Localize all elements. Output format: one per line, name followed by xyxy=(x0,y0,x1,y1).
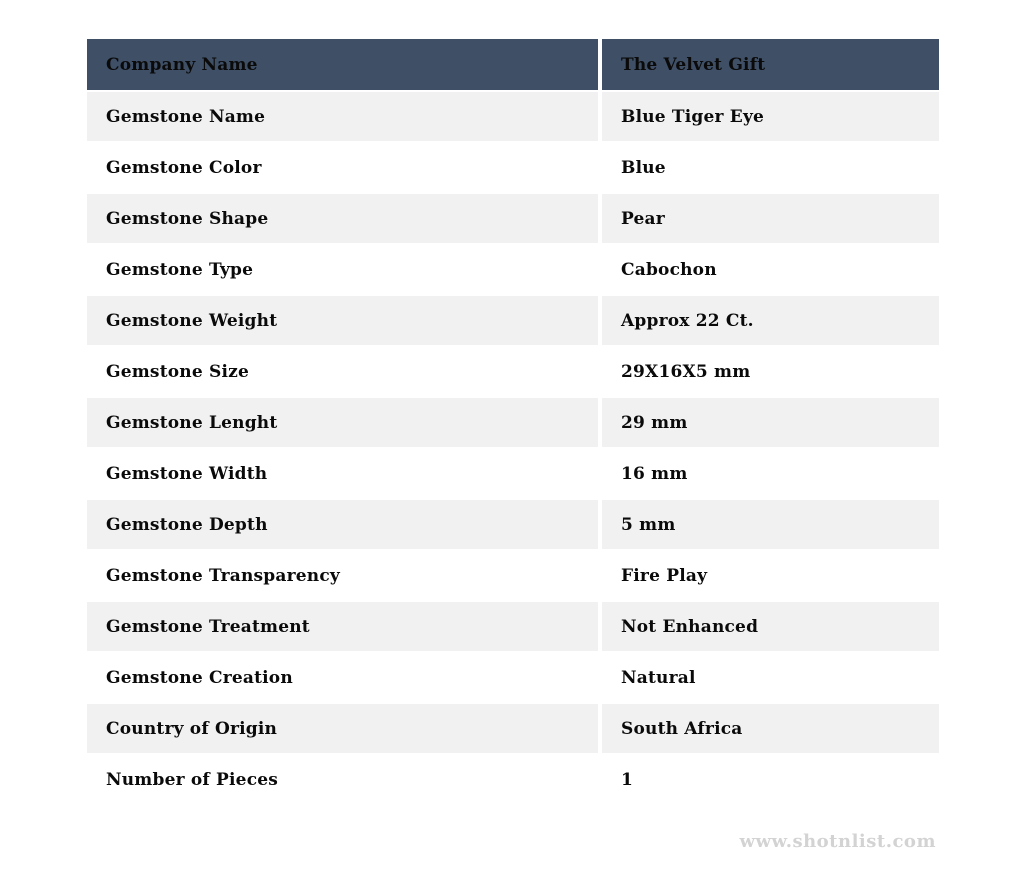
table-header-value: The Velvet Gift xyxy=(602,39,939,90)
gemstone-spec-table xyxy=(87,39,939,806)
row-label: Country of Origin xyxy=(87,704,598,753)
table-row xyxy=(87,398,939,447)
table-row xyxy=(87,755,939,804)
table-row xyxy=(87,551,939,600)
row-value: 29 mm xyxy=(602,398,939,447)
row-value: 29X16X5 mm xyxy=(602,347,939,396)
row-label: Gemstone Shape xyxy=(87,194,598,243)
row-label: Gemstone Lenght xyxy=(87,398,598,447)
row-value: 1 xyxy=(602,755,939,804)
row-label: Gemstone Treatment xyxy=(87,602,598,651)
row-value: Pear xyxy=(602,194,939,243)
table-row xyxy=(87,245,939,294)
row-label: Gemstone Width xyxy=(87,449,598,498)
row-value: Cabochon xyxy=(602,245,939,294)
row-value: Not Enhanced xyxy=(602,602,939,651)
table-header-label: Company Name xyxy=(87,39,598,90)
table-row xyxy=(87,296,939,345)
table-header-row xyxy=(87,39,939,90)
table-row xyxy=(87,602,939,651)
row-value: South Africa xyxy=(602,704,939,753)
row-value: Natural xyxy=(602,653,939,702)
row-label: Gemstone Name xyxy=(87,92,598,141)
row-value: Fire Play xyxy=(602,551,939,600)
table-row xyxy=(87,653,939,702)
table-row xyxy=(87,704,939,753)
row-label: Gemstone Depth xyxy=(87,500,598,549)
table-row xyxy=(87,347,939,396)
row-label: Gemstone Transparency xyxy=(87,551,598,600)
table-row xyxy=(87,449,939,498)
row-label: Gemstone Type xyxy=(87,245,598,294)
table-row xyxy=(87,194,939,243)
row-value: Blue Tiger Eye xyxy=(602,92,939,141)
row-label: Gemstone Creation xyxy=(87,653,598,702)
row-label: Gemstone Weight xyxy=(87,296,598,345)
row-value: Approx 22 Ct. xyxy=(602,296,939,345)
row-label: Gemstone Color xyxy=(87,143,598,192)
row-value: 5 mm xyxy=(602,500,939,549)
spec-table-body xyxy=(87,92,939,806)
table-row xyxy=(87,143,939,192)
table-row xyxy=(87,500,939,549)
table-row xyxy=(87,92,939,141)
row-value: 16 mm xyxy=(602,449,939,498)
watermark-text: www.shotnlist.com xyxy=(739,831,936,852)
row-label: Gemstone Size xyxy=(87,347,598,396)
row-label: Number of Pieces xyxy=(87,755,598,804)
row-value: Blue xyxy=(602,143,939,192)
